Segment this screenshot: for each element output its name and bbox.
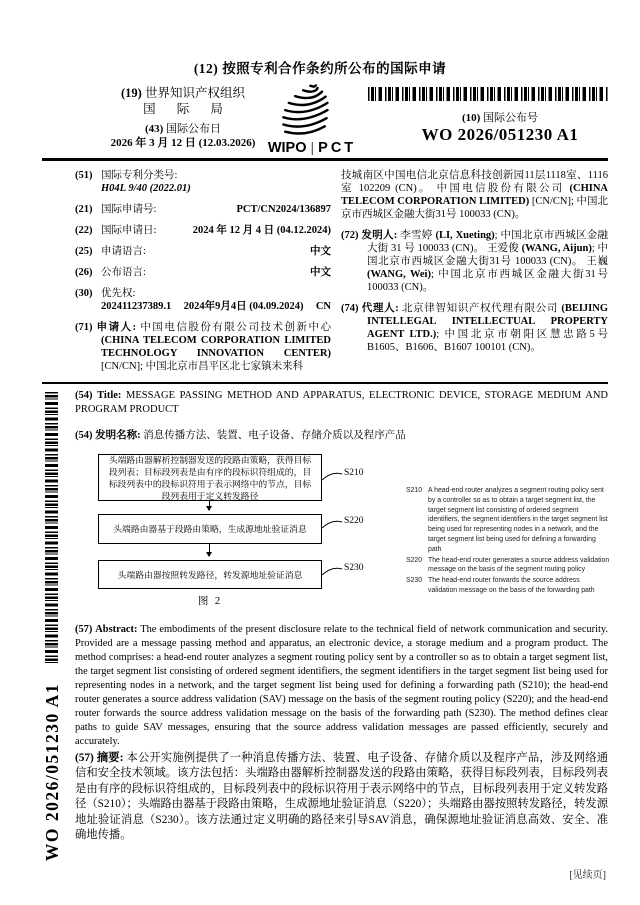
pub-date-value: 2026 年 3 月 12 日 (12.03.2026) [110,137,256,149]
field-num-12: (12) [193,61,219,76]
pub-date-label: 国际公布日 [166,123,222,135]
abstract-en-text: The embodiments of the present disclosure relate to the technical field of network communication and security. Provided are a message passing method and apparatus, an electronic device, a storage medium and a program product. The method comprises: a head-end router analyzes a segment routing policy sent by a controller so as to obtain a target segment list, the target segment list consisting of ordered segment identifiers, the segment identifiers in the target segment list being used for representing nodes in a network, and the target segment list being used for defining a forwarding path (S210); the head-end router generates a source address validation (SAV) message on the basis of the segment routing policy (S220); and the head-end router forwards the source address validation message on the basis of the forwarding path (S230). The method defines clear paths to guide SAV messages, ensuring that the source address validation messages are passed efficiently, securely and accurately. [75,624,608,747]
flowchart-box-s210 [98,454,322,501]
leader-line-s220 [322,518,343,530]
wipo-label: WIPO [267,140,307,156]
priority-label: 优先权: [101,288,136,299]
abstract-zh-text: 本公开实施例提供了一种消息传播方法、装置、电子设备、存储介质以及程序产品，涉及网络通信和安全技术领域。该方法包括：头端路由器解析控制器发送的段路由策略，获得目标段列表，目标段列表是由有序的段标识符组成的，目标段列表中的段标识符用于表示网络中的节点，目标段列表用于定义转发路径（S210）；头端路由器基于段路由策略，生成源地址验证消息（S220）；头端路由器按照转发路径，转发源地址验证消息（S230）。该方法通过定义明确的路径来引导SAV消息，确保源地址验证消息高效、安全、准确地传播。 [75,752,608,842]
org-block [86,85,280,117]
flowchart-box-s220 [98,514,322,544]
application-number-label: 国际申请号: [101,204,157,215]
biblio-divider [42,382,608,384]
filing-date-value: 2024 年 12 月 4 日 (04.12.2024) [192,225,331,236]
applicant-label: 申请人: [96,322,137,333]
title-en-label: Title: [97,390,122,401]
pub-no-label: 国际公布号 [483,112,539,124]
biblio-left-column [75,169,331,381]
filing-language-label: 申请语言: [101,246,146,257]
legend-text-s230: The head-end router forwards the source address validation message on the basis of the forwarding path [428,577,595,594]
legend-item-s220 [406,556,610,576]
org-name: 世界知识产权组织 [144,86,245,100]
org-bureau: 国 际 局 [143,102,232,116]
agent-entry [341,302,608,354]
applicant2-address: 技城南区中国电信北京信息科技创新园11层1118室、1116室 102209 (CN)。 中国电信股份有限公司 [341,170,608,194]
side-publication-number [40,660,64,885]
kind-line-text: 按照专利合作条约所公布的国际申请 [222,61,447,76]
flowchart-box-s230-text: 头端路由器按照转发路径，转发源地址验证消息 [117,569,303,580]
flowchart-box-s220-text: 头端路由器基于段路由策略，生成源地址验证消息 [113,524,307,534]
pub-no-block [392,112,608,144]
inventor3-name-en: (WANG, Wei) [367,269,431,280]
title-zh-text: 消息传播方法、装置、电子设备、存储介质以及程序产品 [143,430,406,441]
applicant-entry [75,321,331,373]
legend-id-s230: S230 [406,577,423,585]
legend-text-s210: A head-end router analyzes a segment routing policy sent by a controller so as to obtain a target segment list, the target segment list consisting of ordered segment identifiers, the segment identifiers in the target segment list being used for representing nodes in a network, and the target segment list being used for defining a forwarding path [428,487,608,553]
barcode-vertical [45,392,58,664]
continued-note: [见续页] [569,870,606,881]
field-num-74: (74) [341,303,359,314]
wipo-pct-wordmark [252,139,372,156]
side-publication-number-text: WO 2026/051230 A1 [41,683,62,862]
kind-line [0,57,640,77]
applicant-name-en: (CHINA TELECOM CORPORATION LIMITED TECHNOLOGY INNOVATION CENTER) [101,335,331,359]
header-divider [42,158,608,161]
legend-text-s220: The head-end router generates a source address validation message on the basis of the segment routing policy [428,556,610,574]
inventor3-address: ; 中国北京市西城区金融大街31号 100033 (CN)。 [367,269,608,293]
title-en [75,389,608,416]
legend-item-s210 [406,486,610,555]
priority-number: 202411237389.1 [101,301,172,312]
figure-legend [406,486,610,597]
flowchart-arrow-1 [209,501,210,510]
application-number-value: PCT/CN2024/136897 [236,204,331,215]
ipc-label: 国际专利分类号: [101,170,178,181]
legend-item-s230 [406,576,610,596]
flowchart-arrow-2 [209,544,210,556]
publication-language-label: 公布语言: [101,267,146,278]
field-num-57-en: (57) [75,624,93,635]
publication-language-value: 中文 [310,267,331,278]
publication-language-entry [75,266,331,279]
filing-date-entry [75,224,331,237]
filing-language-entry [75,245,331,258]
field-num-21: (21) [75,204,93,215]
inventors-label: 发明人: [361,230,398,241]
wordmark-separator: | [310,139,315,155]
inventor2-name-en: (WANG, Aijun) [521,243,592,254]
inventor2-address: ; 中国北京市西城区金融大街31号 100033 (CN)。 王巍 [367,243,608,267]
field-num-54-en: (54) [75,390,93,401]
field-num-54-zh: (54) [75,430,93,441]
flowchart-box-s210-text: 头端路由器解析控制器发送的段路由策略，获得目标段列表；目标段列表是由有序的段标识符组成的，目标段列表中的段标识符用于表示网络中的节点，目标段列表用于定义转发路径 [108,454,312,501]
figure-caption: 图 2 [197,596,223,607]
applicant2-name-en: (CHINA TELECOM CORPORATION LIMITED) [341,183,608,207]
field-num-71: (71) [75,322,93,333]
field-num-26: (26) [75,267,93,278]
field-num-10: (10) [461,112,481,124]
abstract-zh-label: 摘要: [96,752,124,764]
inventor1-name-en: (LI, Xueting) [435,230,495,241]
applicant-address: [CN/CN]; 中国北京市昌平区北七家镇未来科 [101,361,304,372]
step-label-s210: S210 [344,468,364,478]
legend-id-s220: S220 [406,556,423,564]
step-label-s230: S230 [344,563,364,573]
applicant-continuation [341,169,608,221]
field-num-51: (51) [75,170,93,181]
pub-no-value: WO 2026/051230 A1 [421,125,579,144]
step-label-s220: S220 [344,516,364,526]
barcode-horizontal [368,87,608,101]
inventor1-name: 李雪婷 [400,230,436,241]
legend-id-s210: S210 [406,487,423,494]
title-en-text: MESSAGE PASSING METHOD AND APPARATUS, ELECTRONIC DEVICE, STORAGE MEDIUM AND PROGRAM PRODUCT [75,390,608,415]
pct-label: PCT [318,140,357,156]
abstract-en [75,623,608,749]
field-num-72: (72) [341,230,359,241]
priority-country: CN [315,301,331,312]
title-block [75,389,608,443]
title-zh [75,429,608,443]
priority-entry [75,287,331,313]
field-num-19: (19) [121,86,142,100]
leader-line-s210 [322,470,343,482]
ipc-value: H04L 9/40 (2022.01) [101,183,191,194]
agent-address: ; 中国北京市朝阳区慧忠路5号B1605、B1606、B1607 100101 (CN)。 [367,329,608,353]
applicant-name-zh: 中国电信股份有限公司技术创新中心 [140,322,332,333]
leader-line-s230 [322,565,343,577]
biblio-right-column [341,169,608,362]
priority-date: 2024年9月4日 (04.09.2024) [183,301,304,312]
ipc-entry [75,169,331,195]
filing-language-value: 中文 [310,246,331,257]
field-num-43: (43) [144,123,164,135]
flowchart-box-s230 [98,560,322,589]
abstract-zh [75,751,608,843]
agent-label: 代理人: [361,303,399,314]
filing-date-label: 国际申请日: [101,225,157,236]
inventors-entry [341,229,608,294]
field-num-30: (30) [75,288,93,299]
inventor1-address: ; 中国北京市西城区金融大街 31 号 100033 (CN)。 王爱俊 [367,230,609,254]
applicant2-address2: [CN/CN]; 中国北京市西城区金融大街31号 100033 (CN)。 [341,196,608,220]
abstract-en-label: Abstract: [95,624,138,635]
agent-name-en: (BEIJING INTELLEGAL INTELLECTUAL PROPERTY AGENT LTD.) [367,303,609,340]
field-num-22: (22) [75,225,93,236]
wipo-logo-icon [276,84,334,138]
field-num-57-zh: (57) [75,752,94,764]
field-num-25: (25) [75,246,93,257]
title-zh-label: 发明名称: [95,430,141,441]
agent-name-zh: 北京律智知识产权代理有限公司 [402,303,562,314]
application-number-entry [75,203,331,216]
